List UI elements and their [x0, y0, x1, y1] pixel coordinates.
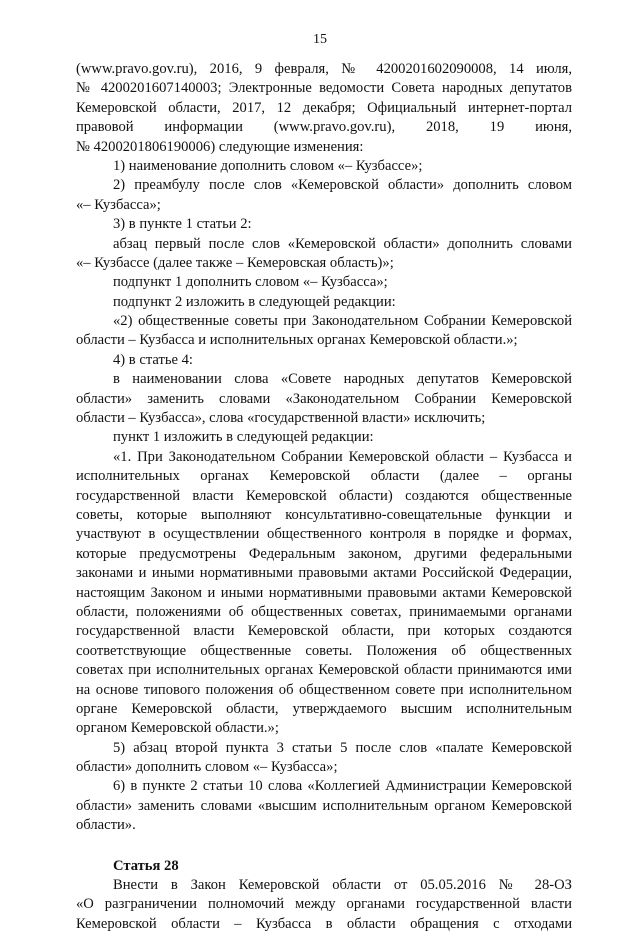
text-line: области» заменить словами «Законодательном Собрании Кемеровской	[76, 390, 572, 407]
text-line: «2) общественные советы при Законодательном Собрании Кемеровской	[113, 313, 572, 330]
text-line: в наименовании слова «Совете народных депутатов Кемеровской	[113, 371, 572, 388]
text-line: советы, которые выполняют консультативно-совещательные функции и	[76, 506, 572, 523]
text-line: органом Кемеровской области.»;	[76, 720, 279, 737]
text-line: Внести в Закон Кемеровской области от 05.05.2016 № 28-ОЗ	[113, 877, 572, 894]
text-line: «1. При Законодательном Собрании Кемеровской области – Кузбасса и	[113, 448, 572, 465]
text-line: участвуют в осуществлении общественного контроля в порядке и формах,	[76, 526, 572, 543]
text-line: органе Кемеровской области, утверждаемого высшим исполнительным	[76, 700, 572, 717]
text-line: советах при исполнительных органах Кемеровской области принимаются ими	[76, 662, 572, 679]
text-line: правовой информации (www.pravo.gov.ru), 2018, 19 июня,	[76, 119, 572, 136]
text-line: 4) в статье 4:	[113, 351, 193, 368]
text-line: исполнительных органах Кемеровской области (далее – органы	[76, 468, 572, 485]
text-line: 5) абзац второй пункта 3 статьи 5 после слов «палате Кемеровской	[113, 739, 572, 756]
text-line: 6) в пункте 2 статьи 10 слова «Коллегией Администрации Кемеровской	[113, 778, 572, 795]
text-line: области» заменить словами «высшим исполнительным органом Кемеровской	[76, 797, 572, 814]
article-28-text	[76, 876, 572, 934]
text-line: на основе типового положения об общественном совете при исполнительном	[76, 681, 572, 698]
text-line: 3) в пункте 1 статьи 2:	[113, 216, 252, 233]
text-line: 2) преамбулу после слов «Кемеровской области» дополнить словом	[113, 177, 572, 194]
text-line: (www.pravo.gov.ru), 2016, 9 февраля, № 4200201602090008, 14 июля,	[76, 61, 572, 77]
text-line: Кемеровской области, 2017, 12 декабря; Официальный интернет-портал	[76, 99, 572, 116]
text-line: которые предусмотрены Федеральным законом, другими федеральными	[76, 545, 572, 562]
text-line: области, положениями об общественных советах, принимаемыми органами	[76, 603, 572, 620]
text-line: абзац первый после слов «Кемеровской области» дополнить словами	[113, 235, 572, 252]
text-line: «– Кузбасса»;	[76, 196, 161, 213]
text-line: пункт 1 изложить в следующей редакции:	[113, 429, 374, 446]
page-number: 15	[313, 32, 327, 47]
text-line: № 4200201806190006) следующие изменения:	[76, 138, 364, 155]
text-line: соответствующие общественные советы. Положения об общественных	[76, 642, 572, 659]
text-line: области – Кузбасса и исполнительных органах Кемеровской области.»;	[76, 332, 518, 349]
text-line: подпункт 1 дополнить словом «– Кузбасса»;	[113, 274, 388, 291]
text-line: государственной власти Кемеровской области, при которых создаются	[76, 623, 572, 640]
text-line: «О разграничении полномочий между органами государственной власти	[76, 896, 572, 913]
text-line: области» дополнить словом «– Кузбасса»;	[76, 759, 338, 776]
article-heading: Статья 28	[113, 857, 179, 874]
paragraph-gap	[76, 836, 572, 857]
text-line: законами и иными нормативными правовыми актами Российской Федерации,	[76, 565, 572, 582]
text-line: 1) наименование дополнить словом «– Кузбассе»;	[113, 157, 423, 174]
document-body	[76, 60, 572, 934]
text-line: № 4200201607140003; Электронные ведомости Совета народных депутатов	[76, 80, 572, 97]
text-line: Кемеровской области – Кузбасса в области обращения с отходами	[76, 915, 572, 932]
text-line: подпункт 2 изложить в следующей редакции:	[113, 293, 396, 310]
text-line: «– Кузбассе (далее также – Кемеровская область)»;	[76, 254, 394, 271]
text-line: области – Кузбасса», слова «государственной власти» исключить;	[76, 410, 486, 427]
text-line: настоящим Законом и иными нормативными правовыми актами Кемеровской	[76, 584, 572, 601]
text-line: государственной власти Кемеровской области) создаются общественные	[76, 487, 572, 504]
amendments-text	[76, 60, 572, 836]
text-line: области».	[76, 817, 136, 834]
